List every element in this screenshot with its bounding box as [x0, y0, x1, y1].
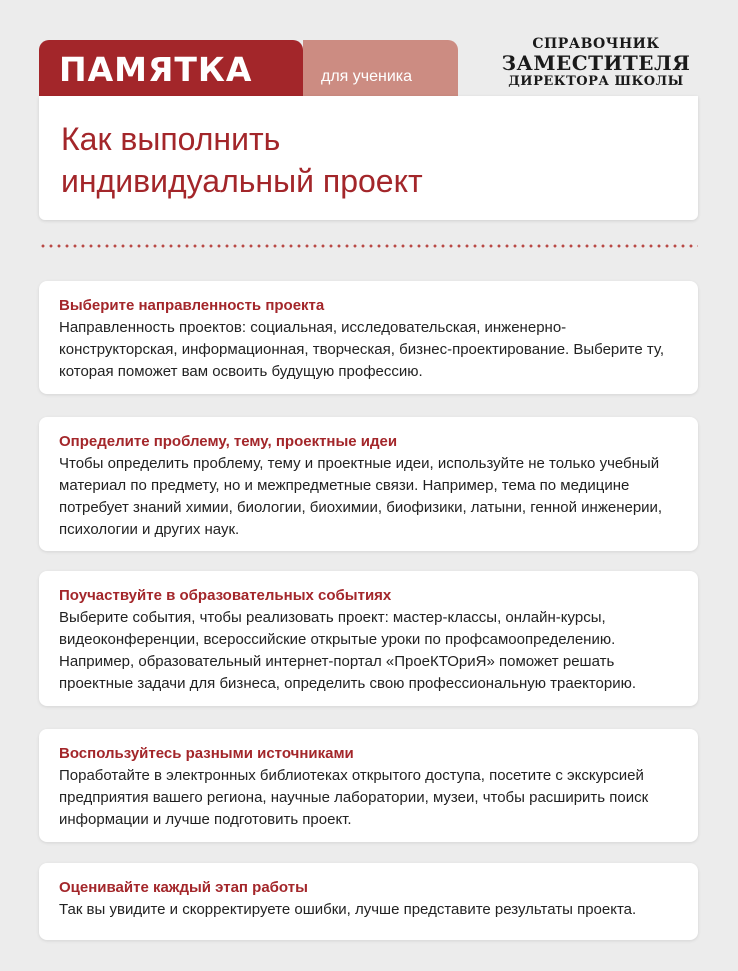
section-card-direction	[39, 281, 698, 394]
brand-line-1: СПРАВОЧНИК	[532, 36, 660, 52]
section-text: Чтобы определить проблему, тему и проектные идеи, используйте не только учебный материал по предмету, но и межпредметные связи. Например, тема по медицине потребует знаний химии, биологии, биохимии, биофизики, латыни, генной инженерии, психологии и других наук.	[59, 455, 663, 538]
section-card-events	[39, 571, 698, 706]
section-heading: Оценивайте каждый этап работы	[59, 879, 308, 896]
section-text: Поработайте в электронных библиотеках открытого доступа, посетите с экскурсией предприятия вашего региона, научные лаборатории, музеи, чтобы расширить поиск информации и лучше подготовить проект.	[59, 767, 649, 828]
memo-tab	[39, 40, 303, 100]
brand-line-3: ДИРЕКТОРА ШКОЛЫ	[508, 74, 684, 89]
audience-label: для ученика	[321, 68, 413, 85]
section-heading: Воспользуйтесь разными источниками	[59, 745, 354, 762]
section-heading: Определите проблему, тему, проектные идеи	[59, 433, 398, 450]
title-card	[39, 96, 698, 220]
publication-logo	[488, 36, 704, 89]
title-line-2: индивидуальный проект	[61, 163, 423, 199]
section-text: Так вы увидите и скорректируете ошибки, лучше представите результаты проекта.	[59, 901, 637, 918]
section-card-sources	[39, 729, 698, 842]
audience-tab	[303, 40, 458, 100]
section-text: Выберите события, чтобы реализовать проект: мастер-классы, онлайн-курсы, видеоконференции, всероссийские открытые уроки по профсамоопределению. Например, образовательный интернет-портал «ПроеКТОриЯ» поможет решать проектные задачи для бизнеса, определить свою профессиональную траекторию.	[59, 609, 636, 692]
dotted-divider	[39, 244, 698, 248]
section-heading: Выберите направленность проекта	[59, 297, 325, 314]
section-card-evaluation	[39, 863, 698, 940]
page-title	[61, 118, 681, 202]
brand-line-2: ЗАМЕСТИТЕЛЯ	[501, 51, 691, 75]
section-text: Направленность проектов: социальная, исследовательская, инженерно-конструкторская, информационная, творческая, бизнес-проектирование. Выберите ту, которая поможет вам освоить будущую профессию.	[59, 319, 665, 380]
title-line-1: Как выполнить	[61, 121, 281, 157]
memo-label: ПАМЯТКА	[59, 50, 253, 89]
section-card-problem	[39, 417, 698, 551]
section-heading: Поучаствуйте в образовательных событиях	[59, 587, 392, 604]
